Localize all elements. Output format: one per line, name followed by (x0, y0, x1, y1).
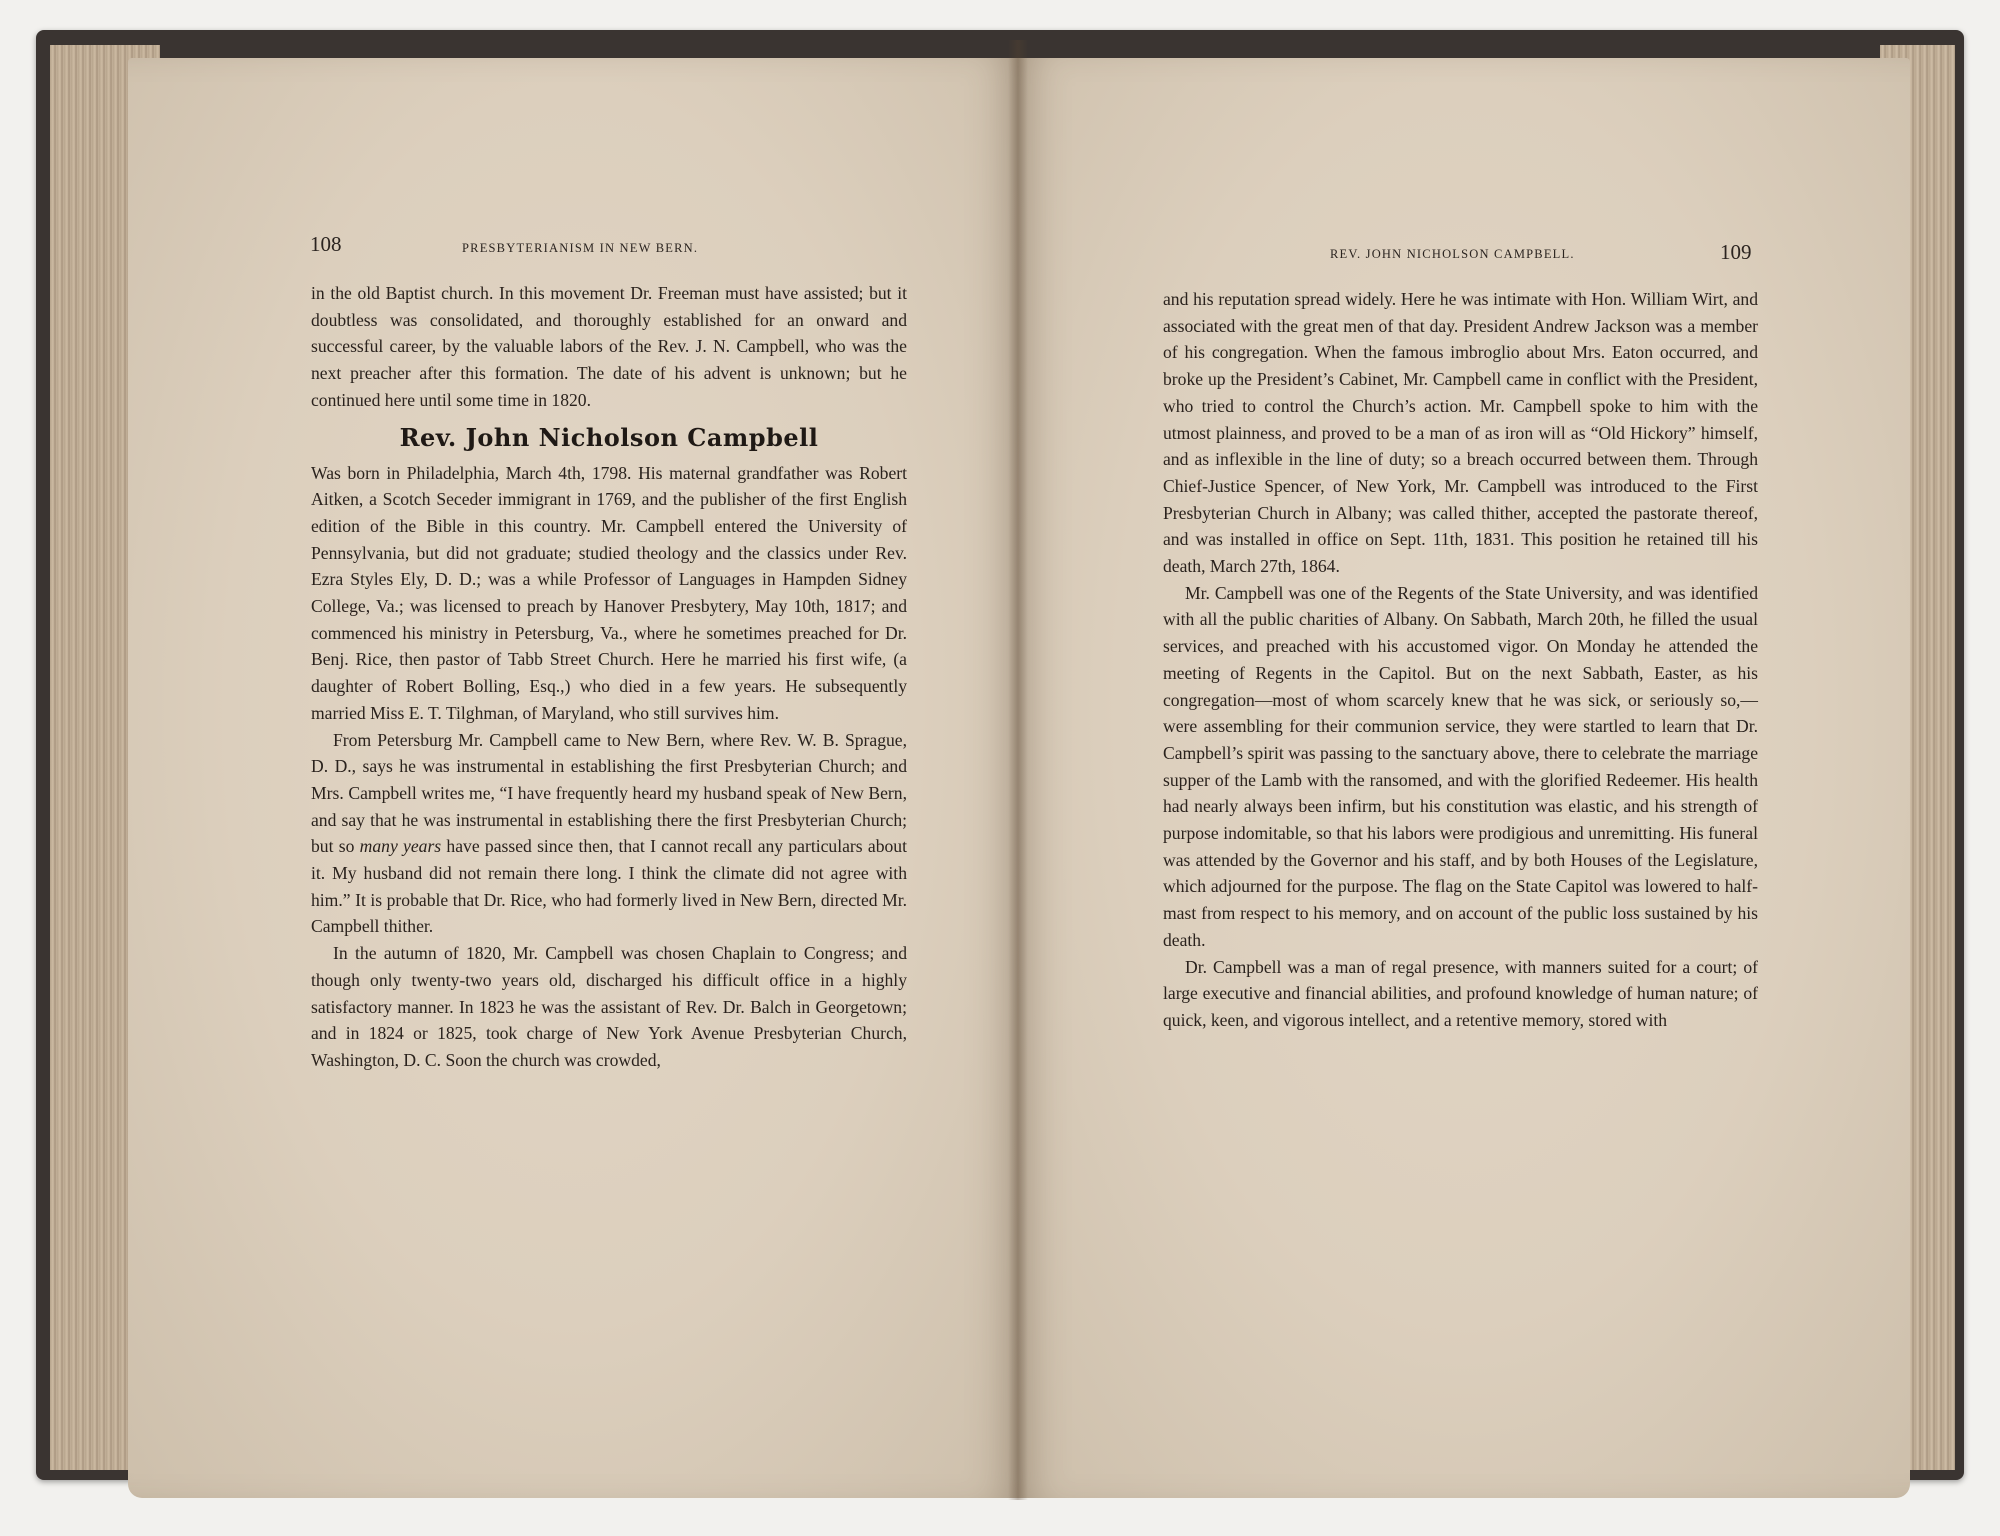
left-running-head: PRESBYTERIANISM IN NEW BERN. (462, 241, 699, 255)
right-running-head: REV. JOHN NICHOLSON CAMPBELL. (1330, 247, 1575, 261)
right-text-block (1163, 286, 1758, 1034)
left-page-number: 108 (310, 232, 342, 256)
left-paragraph-3-start: From Petersburg Mr. Campbell came to New Bern, where Rev. W. B. Sprague, D. D., says he was instrumental in establishing the first Presbyterian Church; and Mrs. Campbell writes me, “I have frequently heard my husband speak of New Bern, and say that he was instrumental in establishing there the first Presbyterian Church; but so (311, 729, 907, 857)
left-paragraph-4: In the autumn of 1820, Mr. Campbell was chosen Chaplain to Congress; and though only twenty-two years old, discharged his difficult office in a highly satisfactory manner. In 1823 he was the assistant of Rev. Dr. Balch in Georgetown; and in 1824 or 1825, took charge of New York Avenue Presbyterian Church, Washington, D. C. Soon the church was crowded, (311, 943, 907, 1070)
left-paragraph-1: in the old Baptist church. In this movement Dr. Freeman must have assisted; but it doubtless was consolidated, and thoroughly established for an onward and successful career, by the valuable labors of the Rev. J. N. Campbell, who was the next preacher after this formation. The date of his advent is unknown; but he continued here until some time in 1820. (311, 283, 907, 410)
right-paragraph-3: Dr. Campbell was a man of regal presence, with manners suited for a court; of large executive and financial abilities, and profound knowledge of human nature; of quick, keen, and vigorous intellect, and a retentive memory, stored with (1163, 956, 1758, 1030)
left-paragraph-2: Was born in Philadelphia, March 4th, 1798. His maternal grandfather was Robert Aitken, a Scotch Seceder immigrant in 1769, and the publisher of the first English edition of the Bible in this country. Mr. Campbell entered the University of Pennsylvania, but did not graduate; studied theology and the classics under Rev. Ezra Styles Ely, D. D.; was a while Professor of Languages in Hampden Sidney College, Va.; was licensed to preach by Hanover Presbytery, May 10th, 1817; and commenced his ministry in Petersburg, Va., where he sometimes preached for Dr. Benj. Rice, then pastor of Tabb Street Church. Here he married his first wife, (a daughter of Robert Bolling, Esq.,) who died in a few years. He subsequently married Miss E. T. Tilghman, of Maryland, who still survives him. (311, 462, 907, 723)
book-gutter (1008, 40, 1028, 1500)
left-paragraph-3 (311, 727, 907, 941)
right-paragraph-1: and his reputation spread widely. Here he was intimate with Hon. William Wirt, and associated with the great men of that day. President Andrew Jackson was a member of his congregation. When the famous imbroglio about Mrs. Eaton occurred, and broke up the President’s Cabinet, Mr. Campbell came in conflict with the President, who tried to control the Church’s action. Mr. Campbell spoke to him with the utmost plainness, and proved to be a man of as iron will as “Old Hickory” himself, and as inflexible in the line of duty; so a breach occurred between them. Through Chief-Justice Spencer, of New York, Mr. Campbell was introduced to the First Presbyterian Church in Albany; was called thither, accepted the pastorate thereof, and was installed in office on Sept. 11th, 1831. This position he retained till his death, March 27th, 1864. (1163, 289, 1758, 577)
left-paragraph-3-end: have passed since then, that I cannot recall any particulars about it. My husband did not remain there long. I think the climate did not agree with him.” It is probable that Dr. Rice, who had formerly lived in New Bern, directed Mr. Campbell thither. (311, 836, 907, 937)
left-paragraph-3-emphasis: many years (359, 836, 442, 857)
right-page-number: 109 (1720, 240, 1752, 264)
section-heading: Rev. John Nicholson Campbell (399, 422, 819, 452)
left-text-block (311, 280, 907, 1074)
right-paragraph-2: Mr. Campbell was one of the Regents of the State University, and was identified with all the public charities of Albany. On Sabbath, March 20th, he filled the usual services, and preached with his accustomed vigor. On Monday he attended the meeting of Regents in the Capitol. But on the next Sabbath, Easter, as his congregation—most of whom scarcely knew that he was sick, or seriously so,—were assembling for their communion service, they were startled to learn that Dr. Campbell’s spirit was passing to the sanctuary above, there to celebrate the marriage supper of the Lamb with the ransomed, and with the glorified Redeemer. His health had nearly always been infirm, but his constitution was elastic, and his strength of purpose indomitable, so that his labors were prodigious and unremitting. His funeral was attended by the Governor and his staff, and by both Houses of the Legislature, which adjourned for the purpose. The flag on the State Capitol was lowered to half-mast from respect to his memory, and on account of the public loss sustained by his death. (1163, 582, 1758, 950)
